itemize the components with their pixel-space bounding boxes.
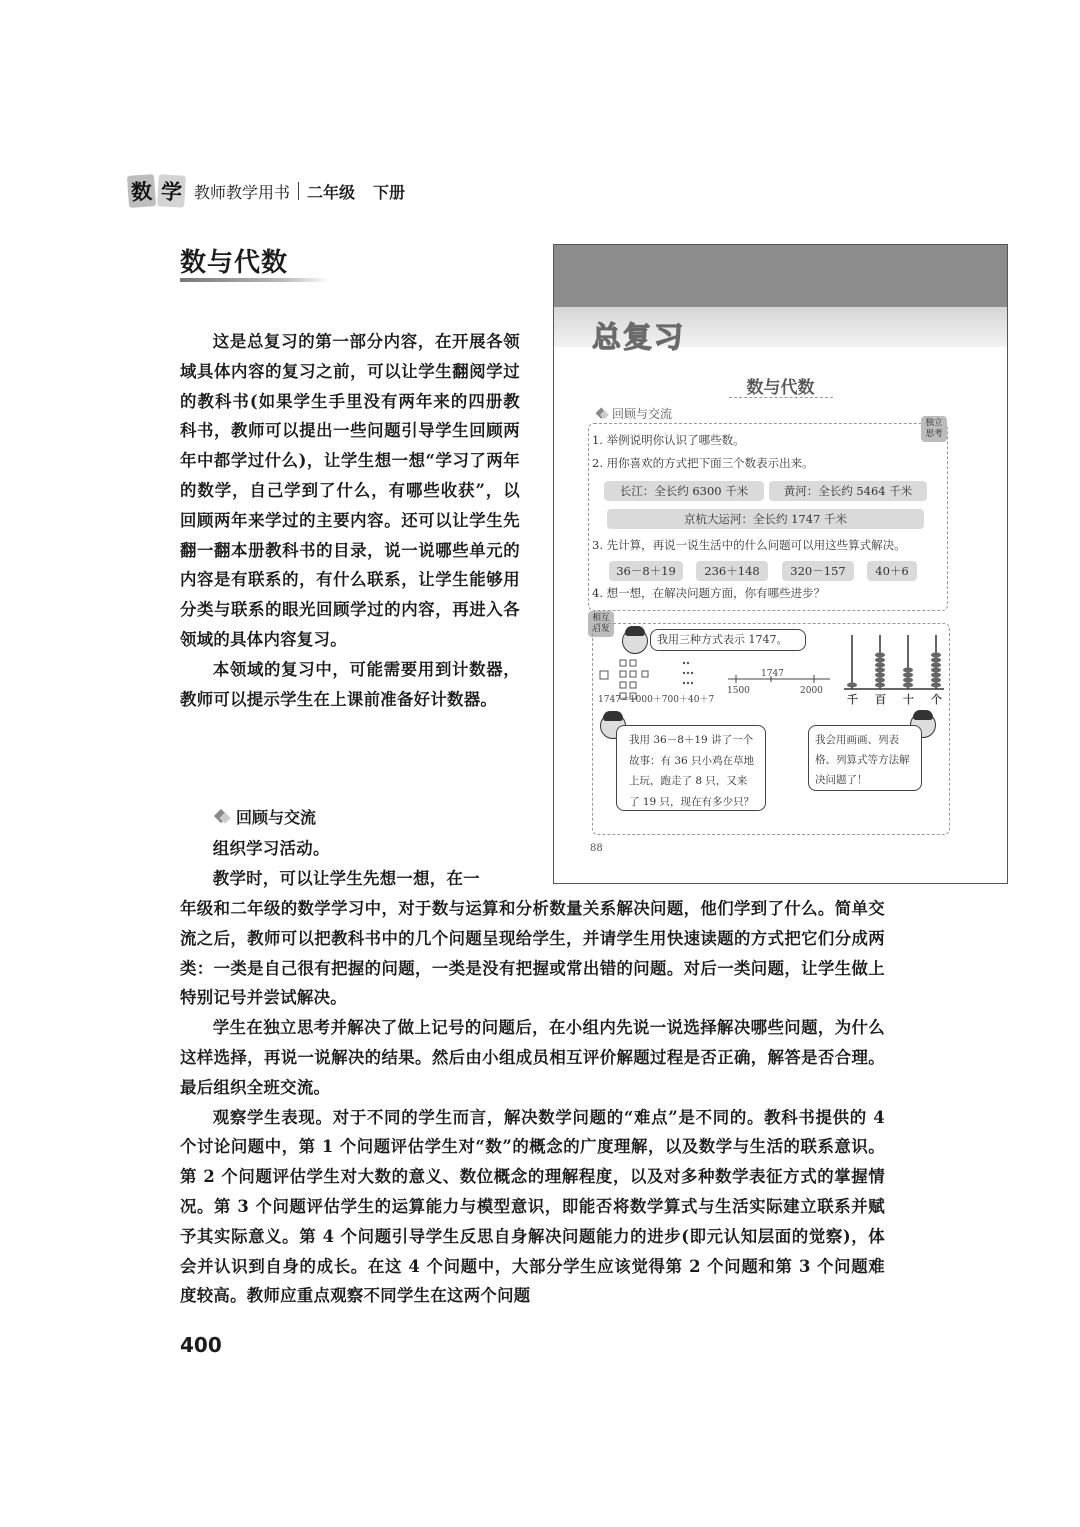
textbook-subtitle: 数与代数 (746, 378, 815, 398)
book-name: 教师教学用书 (194, 182, 291, 202)
tag-line-1: 独立 (925, 418, 943, 428)
question-2: 2. 用你喜欢的方式把下面三个数表示出来。 (592, 456, 814, 470)
tag-line-2: 启发 (592, 624, 610, 634)
tag-line-1: 相互 (592, 613, 610, 623)
observe-lead: 观察学生表现。 (212, 1107, 333, 1127)
abacus-counter (842, 631, 952, 695)
abacus-label-thousands: 千 (847, 693, 858, 706)
volume-label: 下册 (373, 182, 406, 202)
abacus-label-hundreds: 百 (875, 693, 886, 706)
speech-bubble-right: 我会用画画、列表格、列算式等方法解决问题了！ (808, 725, 922, 791)
speech-bubble-left: 我用 36－8＋19 讲了一个故事：有 36 只小鸡在草地上玩，跑走了 8 只，又来了 19 只，现在有多少只？ (616, 725, 766, 811)
teaching-paragraph: 年级和二年级的数学学习中，对于数与运算和分析数量关系解决问题，他们学到了什么。简单交流之后，教师可以把教科书中的几个问题呈现给学生，并请学生用快速读题的方式把它们分成两类：一类是自己很有把握的问题，一类是没有把握或常出错的问题。对后一类问题，让学生做上特别记号并尝试解决。 (180, 899, 885, 1008)
diamond-icon (214, 811, 230, 823)
question-4: 4. 想一想，在解决问题方面，你有哪些进步？ (592, 586, 826, 600)
header-divider (298, 182, 299, 200)
fact-yellow-river: 黄河：全长约 5464 千米 (769, 481, 927, 501)
page-number: 400 (180, 1333, 222, 1357)
review-heading (214, 805, 316, 828)
intro-column (180, 327, 520, 714)
organize-block (180, 834, 520, 894)
section-title: 数与代数 (180, 248, 289, 278)
intro-paragraph-2: 本领域的复习中，可能需要用到计数器，教师可以提示学生在上课前准备好计数器。 (180, 659, 520, 709)
fact-yangtze: 长江：全长约 6300 千米 (604, 481, 764, 501)
observe-body: 对于不同的学生而言，解决数学问题的“难点”是不同的。教科书提供的 4 个讨论问题中，第 1 个问题评估学生对“数”的概念的广度理解，以及数学与生活的联系意识。第 2 个问题评估学生对大数的意义、数位概念的理解程度，以及对多种数学表征方式的掌握情况。第 3 个问题评估学生的运算能力与模型意识，即能否将数学算式与生活实际建立联系并赋予其实际意义。第 4 个问题引导学生反思自身解决问题能力的进步(即元认知层面的觉察)，体会并认识到自身的成长。在这 4 个问题中，大部分学生应该觉得第 2 个问题和第 3 个问题难度较高。教师应重点观察不同学生在这两个问题 (180, 1107, 885, 1306)
expr-1: 36－8＋19 (609, 561, 683, 581)
expr-3: 320－157 (782, 561, 854, 581)
logo-char-2: 学 (157, 174, 186, 207)
intro-paragraph-1: 这是总复习的第一部分内容，在开展各领域具体内容的复习之前，可以让学生翻阅学过的教科书(如果学生手里没有两年来的四册教科书，教师可以提出一些问题引导学生回顾两年中都学过什么)，让学生想一想“学习了两年的数学，自己学到了什么，有哪些收获”，以回顾两年来学过的主要内容。还可以让学生先翻一翻本册教科书的目录，说一说哪些单元的内容是有联系的，有什么联系，让学生能够用分类与联系的眼光回顾学过的内容，再进入各领域的具体内容复习。 (180, 332, 520, 649)
observe-paragraph (180, 1103, 885, 1312)
textbook-header-band (554, 245, 1007, 307)
page-header (128, 176, 405, 206)
abacus-label-ones: 个 (931, 693, 942, 706)
fact-grand-canal: 京杭大运河：全长约 1747 千米 (607, 509, 924, 529)
textbook-review-label (594, 405, 672, 422)
textbook-page-number: 88 (590, 843, 603, 854)
expr-2: 236＋148 (696, 561, 768, 581)
decomposition-equation: 1747＝1000＋700＋40＋7 (598, 695, 715, 705)
abacus-label-tens: 十 (903, 693, 914, 706)
group-paragraph: 学生在独立思考并解决了做上记号的问题后，在小组内先说一说选择解决哪些问题，为什么这样选择，再说一说解决的结果。然后由小组成员相互评价解题过程是否正确，解答是否合理。最后组织全班交流。 (180, 1018, 885, 1097)
numline-label-2000: 2000 (800, 686, 823, 696)
logo-char-1: 数 (127, 174, 156, 208)
section-title-underline (180, 278, 330, 282)
grade-label: 二年级 (307, 182, 356, 202)
review-heading-text: 回顾与交流 (236, 808, 317, 827)
expr-4: 40＋6 (867, 561, 917, 581)
question-3: 3. 先计算，再说一说生活中的什么问题可以用这些算式解决。 (592, 538, 906, 552)
speech-bubble-top: 我用三种方式表示 1747。 (650, 629, 806, 651)
organize-heading: 组织学习活动。 (212, 839, 330, 858)
tag-independent-thinking (921, 416, 947, 442)
child-avatar-boy (622, 628, 648, 654)
textbook-subtitle-rule (729, 397, 833, 398)
numline-label-1747: 1747 (761, 669, 784, 679)
diamond-icon (596, 409, 609, 419)
numline-label-1500: 1500 (727, 686, 750, 696)
textbook-page-image (553, 244, 1008, 884)
teaching-lead: 教学时，可以让学生先想一想，在一 (212, 868, 480, 888)
question-1: 1. 举例说明你认识了哪些数。 (592, 433, 745, 447)
full-width-text (180, 894, 885, 1311)
tag-line-2: 思考 (925, 429, 943, 439)
textbook-title: 总复习 (592, 320, 686, 354)
textbook-review-text: 回顾与交流 (612, 407, 673, 421)
